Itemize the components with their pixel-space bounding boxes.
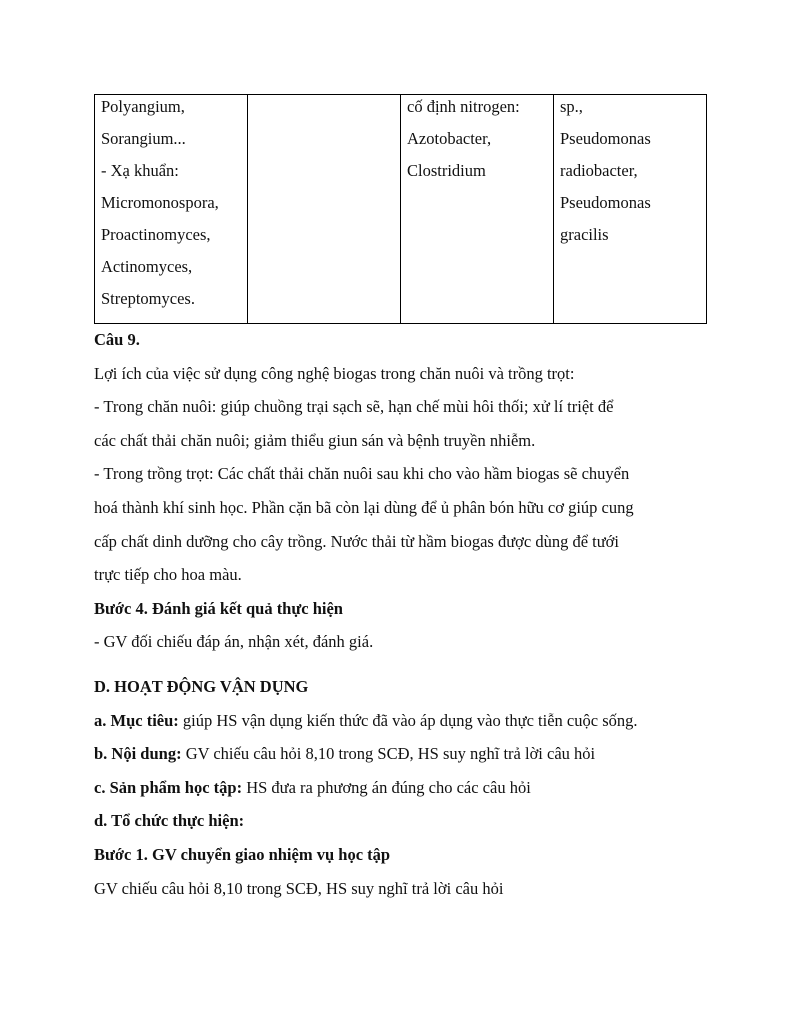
cell-text: - Xạ khuẩn: <box>101 161 179 180</box>
cell-text: Actinomyces, <box>101 257 193 276</box>
document-body <box>94 323 714 905</box>
paragraph-line: cấp chất dinh dưỡng cho cây trồng. Nước thải từ hầm biogas được dùng để tưới <box>94 531 619 551</box>
buoc4-heading: Bước 4. Đánh giá kết quả thực hiện <box>94 598 343 618</box>
product-label: c. Sản phẩm học tập: <box>94 777 243 797</box>
cell-text: Polyangium, <box>101 97 185 116</box>
cell-text: Clostridium <box>407 161 486 180</box>
product-text: HS đưa ra phương án đúng cho các câu hỏi <box>242 777 531 797</box>
cell-text: Pseudomonas <box>560 193 651 212</box>
product-line <box>94 771 714 805</box>
paragraph-gap <box>94 659 714 670</box>
content-text: GV chiếu câu hỏi 8,10 trong SCĐ, HS suy nghĩ trả lời câu hỏi <box>181 744 596 764</box>
paragraph-line: Lợi ích của việc sử dụng công nghệ biogas trong chăn nuôi và trồng trọt: <box>94 363 575 383</box>
cell-text: Micromonospora, <box>101 193 219 212</box>
goal-text: giúp HS vận dụng kiến thức đã vào áp dụng vào thực tiễn cuộc sống. <box>178 710 638 730</box>
cell-text: Pseudomonas <box>560 129 651 148</box>
table-row <box>95 95 707 324</box>
paragraph-line: trực tiếp cho hoa màu. <box>94 565 242 585</box>
cell-text: Sorangium... <box>101 129 186 148</box>
cell-text: Streptomyces. <box>101 289 195 308</box>
paragraph-line: - Trong chăn nuôi: giúp chuồng trại sạch sẽ, hạn chế mùi hôi thối; xử lí triệt để <box>94 397 614 417</box>
cell-text: Azotobacter, <box>407 129 492 148</box>
cau9-heading: Câu 9. <box>94 330 140 349</box>
table-cell-col1 <box>95 95 248 324</box>
paragraph-line: GV chiếu câu hỏi 8,10 trong SCĐ, HS suy nghĩ trả lời câu hỏi <box>94 878 504 898</box>
paragraph-line: - Trong trồng trọt: Các chất thải chăn nuôi sau khi cho vào hầm biogas sẽ chuyển <box>94 464 630 484</box>
cell-text: gracilis <box>560 225 609 244</box>
paragraph-line: hoá thành khí sinh học. Phần cặn bã còn lại dùng để ủ phân bón hữu cơ giúp cung <box>94 497 634 517</box>
cell-text: cố định nitrogen: <box>407 97 520 116</box>
goal-line <box>94 704 714 738</box>
buoc1-heading: Bước 1. GV chuyển giao nhiệm vụ học tập <box>94 844 391 864</box>
table-cell-col2 <box>248 95 401 324</box>
cell-text: sp., <box>560 97 583 116</box>
paragraph-line: các chất thải chăn nuôi; giảm thiểu giun sán và bệnh truyền nhiễm. <box>94 430 536 450</box>
content-label: b. Nội dung: <box>94 744 182 764</box>
section-d-heading: D. HOẠT ĐỘNG VẬN DỤNG <box>94 676 309 696</box>
table-cell-col3 <box>401 95 554 324</box>
paragraph-line: - GV đối chiếu đáp án, nhận xét, đánh giá. <box>94 632 374 652</box>
organization-heading: d. Tổ chức thực hiện: <box>94 811 245 831</box>
goal-label: a. Mục tiêu: <box>94 710 179 730</box>
classification-table <box>94 94 707 324</box>
cell-text: Proactinomyces, <box>101 225 211 244</box>
cell-text: radiobacter, <box>560 161 638 180</box>
content-line <box>94 737 714 771</box>
table-cell-col4 <box>554 95 707 324</box>
